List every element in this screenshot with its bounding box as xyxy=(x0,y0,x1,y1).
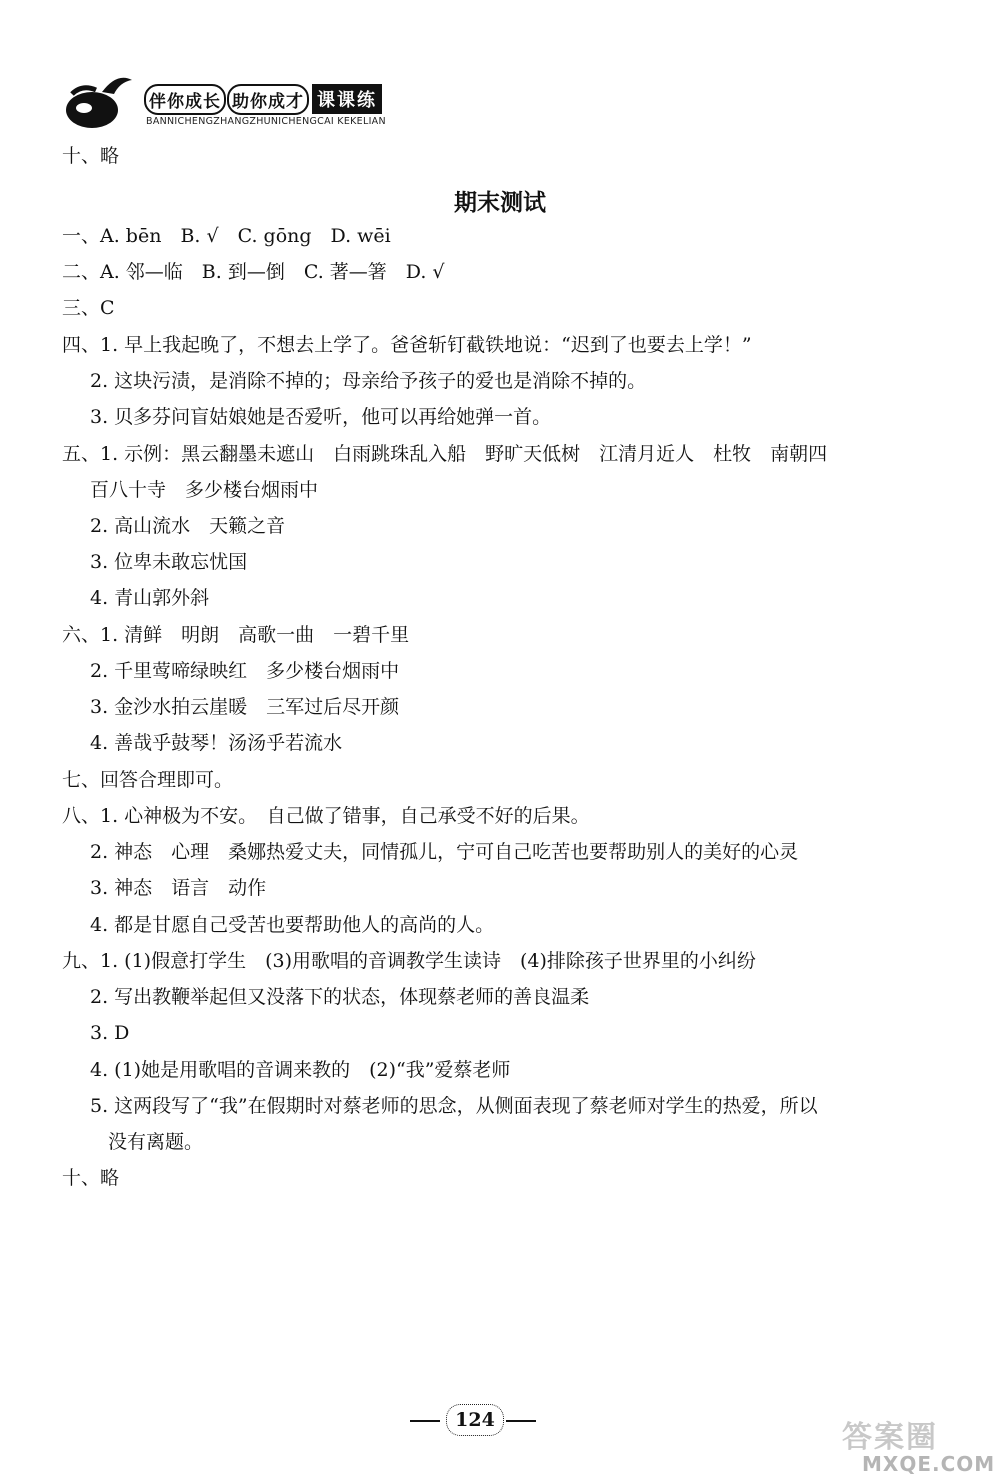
answer-line: 4. 善哉乎鼓琴！汤汤乎若流水 xyxy=(90,732,343,754)
answer-line: 三、C xyxy=(62,297,115,319)
answer-line: 4. 都是甘愿自己受苦也要帮助他人的高尚的人。 xyxy=(90,914,495,936)
brush-logo-icon xyxy=(62,72,134,130)
answer-line: 十、略 xyxy=(62,1167,120,1189)
answer-line: 二、A. 邻—临 B. 到—倒 C. 著—箸 D. √ xyxy=(62,261,445,283)
answer-line: 5. 这两段写了“我”在假期时对蔡老师的思念，从侧面表现了蔡老师对学生的热爱，所以 xyxy=(90,1095,818,1117)
page-number: 124 xyxy=(446,1404,504,1436)
answer-line: 4. (1)她是用歌唱的音调来教的 (2)“我”爱蔡老师 xyxy=(90,1059,511,1081)
answer-line: 九、1. (1)假意打学生 (3)用歌唱的音调教学生读诗 (4)排除孩子世界里的小纠纷 xyxy=(62,950,756,972)
book-header xyxy=(62,62,482,132)
answer-line: 六、1. 清鲜 明朗 高歌一曲 一碧千里 xyxy=(62,624,410,646)
answer-line: 3. 金沙水拍云崖暖 三军过后尽开颜 xyxy=(90,696,400,718)
answer-line: 3. 位卑未敢忘忧国 xyxy=(90,551,248,573)
watermark-url: MXQE.COM xyxy=(862,1452,996,1476)
answer-line: 3. D xyxy=(90,1022,130,1044)
answer-line: 2. 写出教鞭举起但又没落下的状态，体现蔡老师的善良温柔 xyxy=(90,986,590,1008)
answer-line: 2. 这块污渍，是消除不掉的；母亲给予孩子的爱也是消除不掉的。 xyxy=(90,370,647,392)
answer-line: 百八十寺 多少楼台烟雨中 xyxy=(90,479,319,501)
answer-line: 3. 神态 语言 动作 xyxy=(90,877,267,899)
slogan-part-1: 伴你成长 xyxy=(144,84,226,115)
answer-line: 2. 神态 心理 桑娜热爱丈夫，同情孤儿，宁可自己吃苦也要帮助别人的美好的心灵 xyxy=(90,841,799,863)
brand-name: 课课练 xyxy=(312,84,382,114)
answer-line: 一、A. bēn B. √ C. gōng D. wēi xyxy=(62,225,391,247)
answer-line: 七、回答合理即可。 xyxy=(62,769,234,791)
footer-dash-left xyxy=(410,1420,440,1422)
brand-pinyin: BANNICHENGZHANGZHUNICHENGCAI KEKELIAN xyxy=(146,116,386,127)
answer-line: 3. 贝多芬问盲姑娘她是否爱听，他可以再给她弹一首。 xyxy=(90,406,552,428)
answer-line: 2. 千里莺啼绿映红 多少楼台烟雨中 xyxy=(90,660,400,682)
slogan xyxy=(144,82,382,116)
slogan-part-2: 助你成才 xyxy=(227,84,309,115)
answer-line: 4. 青山郭外斜 xyxy=(90,587,210,609)
page-title: 期末测试 xyxy=(454,190,546,216)
answer-line: 五、1. 示例：黑云翻墨未遮山 白雨跳珠乱入船 野旷天低树 江清月近人 杜牧 南朝四 xyxy=(62,443,828,465)
answer-line: 没有离题。 xyxy=(108,1131,204,1153)
answer-line: 四、1. 早上我起晚了，不想去上学了。爸爸斩钉截铁地说：“迟到了也要去上学！” xyxy=(62,334,752,356)
top-note: 十、略 xyxy=(62,145,120,167)
answer-line: 八、1. 心神极为不安。 自己做了错事，自己承受不好的后果。 xyxy=(62,805,590,827)
answer-line: 2. 高山流水 天籁之音 xyxy=(90,515,286,537)
watermark-logo: 答案圈 xyxy=(842,1420,938,1455)
footer-dash-right xyxy=(506,1420,536,1422)
